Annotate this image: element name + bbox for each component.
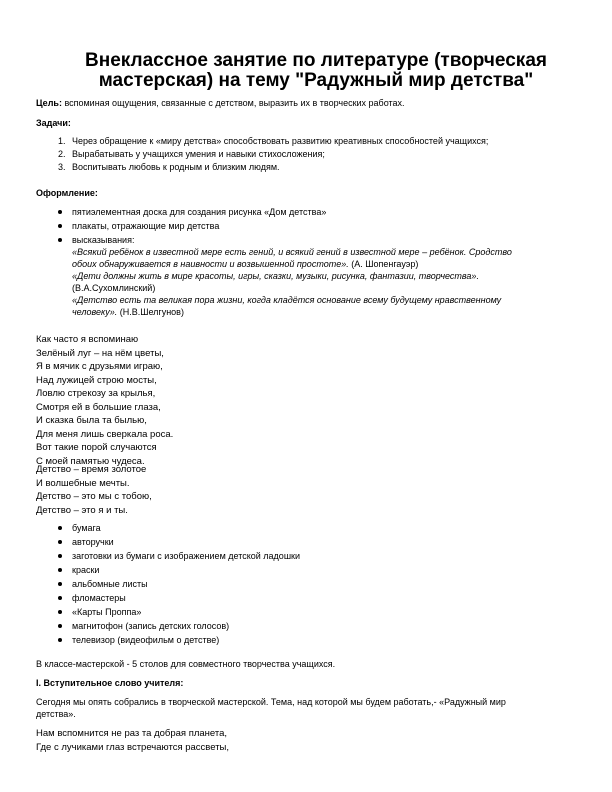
goal-label: Цель: — [36, 98, 62, 108]
bullet-icon — [58, 638, 62, 642]
decor-item: пятиэлементная доска для создания рисунка «Дом детства» — [72, 207, 327, 217]
tasks-heading: Задачи: — [36, 118, 71, 128]
bullet-icon — [58, 554, 62, 558]
poem-line: Я в мячик с друзьями играю, — [36, 361, 163, 372]
material-item: заготовки из бумаги с изображением детской ладошки — [72, 551, 301, 561]
task-item: Воспитывать любовь к родным и близким людям. — [72, 162, 280, 172]
poem-3 — [36, 727, 229, 754]
task-item: Через обращение к «миру детства» способствовать развитию креативных способностей учащихся; — [72, 136, 489, 146]
quote-3-line-2: человеку». — [72, 307, 118, 317]
classroom-note: В классе-мастерской - 5 столов для совместного творчества учащихся. — [36, 659, 336, 669]
quote-1-line-2-row — [72, 258, 512, 270]
quotes-block — [72, 246, 512, 318]
quote-1-author: (А. Шопенгауэр) — [348, 259, 419, 269]
material-item: авторучки — [72, 537, 114, 547]
poem-2 — [36, 463, 152, 517]
poem-1 — [36, 333, 173, 468]
task-item: Вырабатывать у учащихся умения и навыки стихосложения; — [72, 149, 325, 159]
poem-line: Где с лучиками глаз встречаются рассветы, — [36, 741, 230, 753]
poem-line: И волшебные мечты. — [36, 477, 130, 489]
task-number: 2. — [58, 149, 66, 159]
section-1-paragraph-line-2: детства». — [36, 709, 76, 719]
decor-heading: Оформление: — [36, 188, 98, 198]
poem-line: Для меня лишь сверкала роса. — [36, 428, 174, 440]
material-item: альбомные листы — [72, 579, 148, 589]
poem-line: Детство – это мы с тобою, — [36, 491, 152, 502]
material-item: магнитофон (запись детских голосов) — [72, 621, 230, 631]
document-title-line-1: Внеклассное занятие по литературе (творческая — [85, 50, 547, 71]
poem-line: Нам вспомнится не раз та добрая планета, — [36, 728, 228, 739]
quote-2-author: (В.А.Сухомлинский) — [72, 283, 156, 293]
quote-3-line-2-row — [72, 306, 512, 318]
bullet-icon — [58, 624, 62, 628]
task-number: 3. — [58, 162, 66, 172]
material-item: бумага — [72, 523, 101, 533]
bullet-icon — [58, 540, 62, 544]
bullet-icon — [58, 238, 62, 242]
quote-2-line-1: «Дети должны жить в мире красоты, игры, сказки, музыки, рисунка, фантазии, творчества». — [72, 271, 479, 281]
bullet-icon — [58, 224, 62, 228]
poem-line: Детство – время золотое — [36, 464, 147, 475]
goal-text: вспоминая ощущения, связанные с детством, выразить их в творческих работах. — [61, 98, 405, 108]
poem-line: Над лужицей строю мосты, — [36, 374, 157, 386]
poem-line: Детство – это я и ты. — [36, 504, 128, 516]
quote-3-author: (Н.В.Шелгунов) — [117, 307, 184, 317]
bullet-icon — [58, 526, 62, 530]
bullet-icon — [58, 596, 62, 600]
poem-line: Ловлю стрекозу за крылья, — [36, 388, 156, 399]
task-number: 1. — [58, 136, 66, 146]
bullet-icon — [58, 568, 62, 572]
material-item: «Карты Проппа» — [72, 607, 142, 617]
material-item: фломастеры — [72, 593, 126, 603]
section-1-heading: I. Вступительное слово учителя: — [36, 678, 184, 688]
poem-line: Вот такие порой случаются — [36, 442, 157, 453]
section-1-paragraph-line-1: Сегодня мы опять собрались в творческой мастерской. Тема, над которой мы будем работать,- «Радужный мир — [36, 697, 506, 707]
bullet-icon — [58, 610, 62, 614]
poem-line: И сказка была та былью, — [36, 415, 147, 426]
quote-3-line-1: «Детство есть та великая пора жизни, когда кладётся основание всему будущему нравственному — [72, 295, 502, 305]
quote-1-line-2: обоих обнаруживается в наивности и возвышенной простоте». — [72, 259, 349, 269]
material-item: краски — [72, 565, 100, 575]
bullet-icon — [58, 582, 62, 586]
poem-line: Зелёный луг – на нём цветы, — [36, 347, 164, 359]
decor-item: плакаты, отражающие мир детства — [72, 221, 220, 231]
quote-1-line-1: «Всякий ребёнок в известной мере есть гений, и всякий гений в известной мере – ребёнок. Сродство — [72, 247, 512, 257]
goal-paragraph — [36, 97, 405, 109]
material-item: телевизор (видеофильм о детстве) — [72, 635, 220, 645]
document-title-line-2: мастерская) на тему "Радужный мир детства" — [98, 70, 534, 91]
poem-line: Смотря ей в большие глаза, — [36, 401, 161, 413]
bullet-icon — [58, 210, 62, 214]
poem-line: С моей памятью чудеса. — [36, 455, 145, 467]
poem-line: Как часто я вспоминаю — [36, 334, 139, 345]
decor-item: высказывания: — [72, 235, 135, 245]
